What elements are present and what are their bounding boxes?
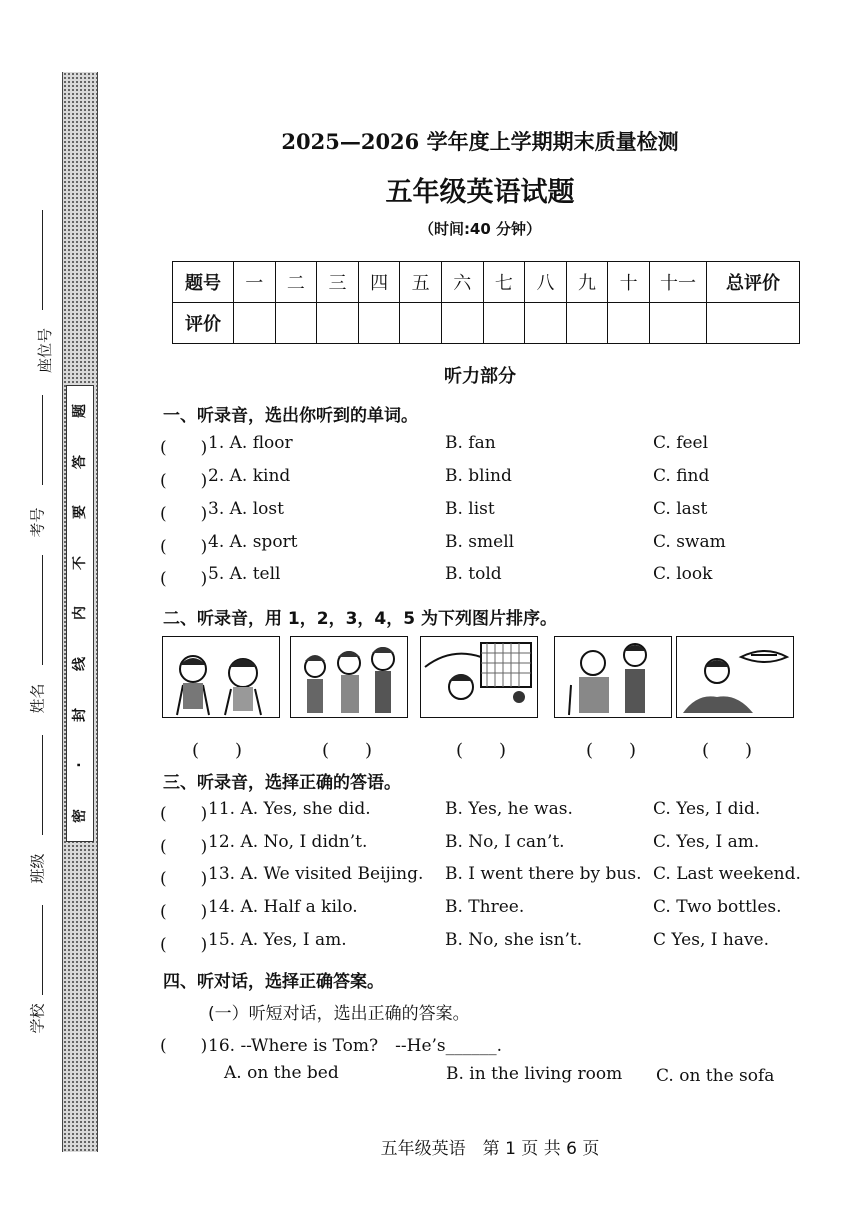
option-a: 15. A. Yes, I am.	[208, 930, 347, 950]
score-cell[interactable]	[234, 303, 276, 344]
seal-char: 线	[72, 657, 88, 671]
answer-blank[interactable]: ( )	[160, 537, 208, 557]
picture-order-blank[interactable]: ( )	[322, 740, 373, 761]
question-row	[160, 897, 840, 923]
option-b: B. Three.	[445, 897, 525, 917]
column-label: 九	[566, 262, 608, 303]
option-b: B. in the living room	[446, 1064, 623, 1084]
column-label: 四	[358, 262, 400, 303]
name-line[interactable]	[42, 555, 43, 665]
option-b: B. blind	[445, 466, 512, 486]
option-c: C Yes, I have.	[653, 930, 770, 950]
option-a: A. on the bed	[224, 1063, 339, 1083]
option-b: B. I went there by bus.	[445, 864, 642, 884]
option-b: B. No, I can’t.	[445, 832, 565, 852]
column-label: 十一	[650, 262, 707, 303]
seal-char: 要	[72, 505, 88, 520]
column-label: 一	[234, 262, 276, 303]
option-a: 11. A. Yes, she did.	[208, 799, 371, 819]
option-b: B. Yes, he was.	[445, 799, 573, 819]
option-c: C. Two bottles.	[653, 897, 782, 917]
score-cell[interactable]	[483, 303, 525, 344]
seat-number-line[interactable]	[42, 210, 43, 310]
score-cell[interactable]	[566, 303, 608, 344]
option-a: 5. A. tell	[208, 564, 281, 584]
option-c: C. Yes, I am.	[653, 832, 760, 852]
seal-char: 封	[72, 707, 88, 722]
part4-title: 四、听对话，选择正确答案。	[163, 972, 384, 992]
listening-section-title: 听力部分	[444, 366, 516, 387]
question-row	[160, 1031, 840, 1057]
option-c: C. look	[653, 564, 713, 584]
column-label: 二	[275, 262, 317, 303]
score-cell[interactable]	[707, 303, 800, 344]
picture-order-blank[interactable]: ( )	[586, 740, 637, 761]
seal-char: ·	[71, 762, 88, 768]
exam-term-title: 2025—2026 学年度上学期期末质量检测	[281, 129, 679, 154]
column-label: 七	[483, 262, 525, 303]
cartoon-girl-picture	[676, 636, 794, 718]
option-b: B. smell	[445, 532, 515, 552]
column-label: 十	[608, 262, 650, 303]
option-c: C. Last weekend.	[653, 864, 801, 884]
score-table	[172, 261, 800, 344]
answer-blank[interactable]: ( )	[160, 504, 208, 524]
question-stem: 16. --Where is Tom? --He’s______.	[208, 1036, 503, 1056]
score-cell[interactable]	[275, 303, 317, 344]
seal-char: 答	[72, 454, 88, 469]
column-label: 八	[525, 262, 567, 303]
option-a: 4. A. sport	[208, 532, 298, 552]
answer-blank[interactable]: ( )	[160, 869, 208, 889]
column-label: 五	[400, 262, 442, 303]
answer-blank[interactable]: ( )	[160, 804, 208, 824]
class-line[interactable]	[42, 735, 43, 835]
option-a: 2. A. kind	[208, 466, 291, 486]
part4-subtitle: (一）听短对话，选出正确的答案。	[208, 1004, 470, 1024]
column-label: 三	[317, 262, 359, 303]
option-b: B. No, she isn’t.	[445, 930, 583, 950]
score-cell[interactable]	[650, 303, 707, 344]
answer-blank[interactable]: ( )	[160, 935, 208, 955]
answer-blank[interactable]: ( )	[160, 837, 208, 857]
exam-number-line[interactable]	[42, 395, 43, 485]
score-cell[interactable]	[608, 303, 650, 344]
row-label: 题号	[173, 262, 234, 303]
option-b: B. told	[445, 564, 502, 584]
option-b: B. list	[445, 499, 495, 519]
cartoon-grandma-picture	[554, 636, 672, 718]
part1-title: 一、听录音，选出你听到的单词。	[163, 406, 418, 426]
question-row	[160, 564, 840, 590]
question-row	[160, 832, 840, 858]
option-a: 3. A. lost	[208, 499, 284, 519]
seal-char: 密	[72, 808, 88, 823]
picture-order-blank[interactable]: ( )	[702, 740, 753, 761]
option-b: B. fan	[445, 433, 496, 453]
option-a: 13. A. We visited Beijing.	[208, 864, 424, 884]
school-line[interactable]	[42, 905, 43, 995]
picture-order-blank[interactable]: ( )	[456, 740, 507, 761]
answer-blank[interactable]: ( )	[160, 438, 208, 458]
score-table-header-row	[173, 262, 800, 303]
answer-blank[interactable]: ( )	[160, 569, 208, 589]
cartoon-family-picture	[290, 636, 408, 718]
page-title: 五年级英语试题	[385, 177, 575, 208]
score-cell[interactable]	[441, 303, 483, 344]
option-c: C. find	[653, 466, 710, 486]
cartoon-kids-picture	[162, 636, 280, 718]
cartoon-goal-picture	[420, 636, 538, 718]
question-row	[160, 799, 840, 825]
answer-blank[interactable]: ( )	[160, 471, 208, 491]
seal-line-notice	[66, 385, 94, 842]
picture-row	[162, 636, 786, 718]
answer-blank[interactable]: ( )	[160, 902, 208, 922]
option-c: C. feel	[653, 433, 709, 453]
question-row	[160, 930, 840, 956]
question-row	[160, 466, 840, 492]
option-a: 1. A. floor	[208, 433, 293, 453]
option-c: C. swam	[653, 532, 726, 552]
seat-number-label: 座位号	[36, 327, 55, 374]
page-footer: 五年级英语 第 1 页 共 6 页	[380, 1139, 600, 1159]
score-cell[interactable]	[358, 303, 400, 344]
picture-order-blank[interactable]: ( )	[192, 740, 243, 761]
option-c: C. last	[653, 499, 708, 519]
score-cell[interactable]	[400, 303, 442, 344]
total-label: 总评价	[707, 262, 800, 303]
time-limit: （时间:40 分钟）	[418, 220, 542, 238]
question-row	[160, 433, 840, 459]
question-row	[160, 532, 840, 558]
answer-blank[interactable]: ( )	[160, 1036, 208, 1056]
part2-title: 二、听录音，用 1，2，3，4，5 为下列图片排序。	[163, 609, 557, 629]
option-c: C. Yes, I did.	[653, 799, 761, 819]
option-a: 12. A. No, I didn’t.	[208, 832, 368, 852]
seal-char: 内	[72, 606, 88, 621]
name-label: 姓名	[28, 683, 47, 714]
option-a: 14. A. Half a kilo.	[208, 897, 358, 917]
row-label: 评价	[173, 303, 234, 344]
school-label: 学校	[28, 1003, 47, 1034]
score-table-eval-row	[173, 303, 800, 344]
seal-char: 不	[72, 555, 88, 570]
class-label: 班级	[28, 853, 47, 884]
score-cell[interactable]	[317, 303, 359, 344]
option-c: C. on the sofa	[656, 1066, 775, 1086]
part3-title: 三、听录音，选择正确的答语。	[163, 773, 401, 793]
score-cell[interactable]	[525, 303, 567, 344]
column-label: 六	[441, 262, 483, 303]
exam-number-label: 考号	[28, 507, 47, 538]
seal-char: 题	[72, 404, 88, 419]
question-row	[160, 864, 840, 890]
question-row	[160, 499, 840, 525]
